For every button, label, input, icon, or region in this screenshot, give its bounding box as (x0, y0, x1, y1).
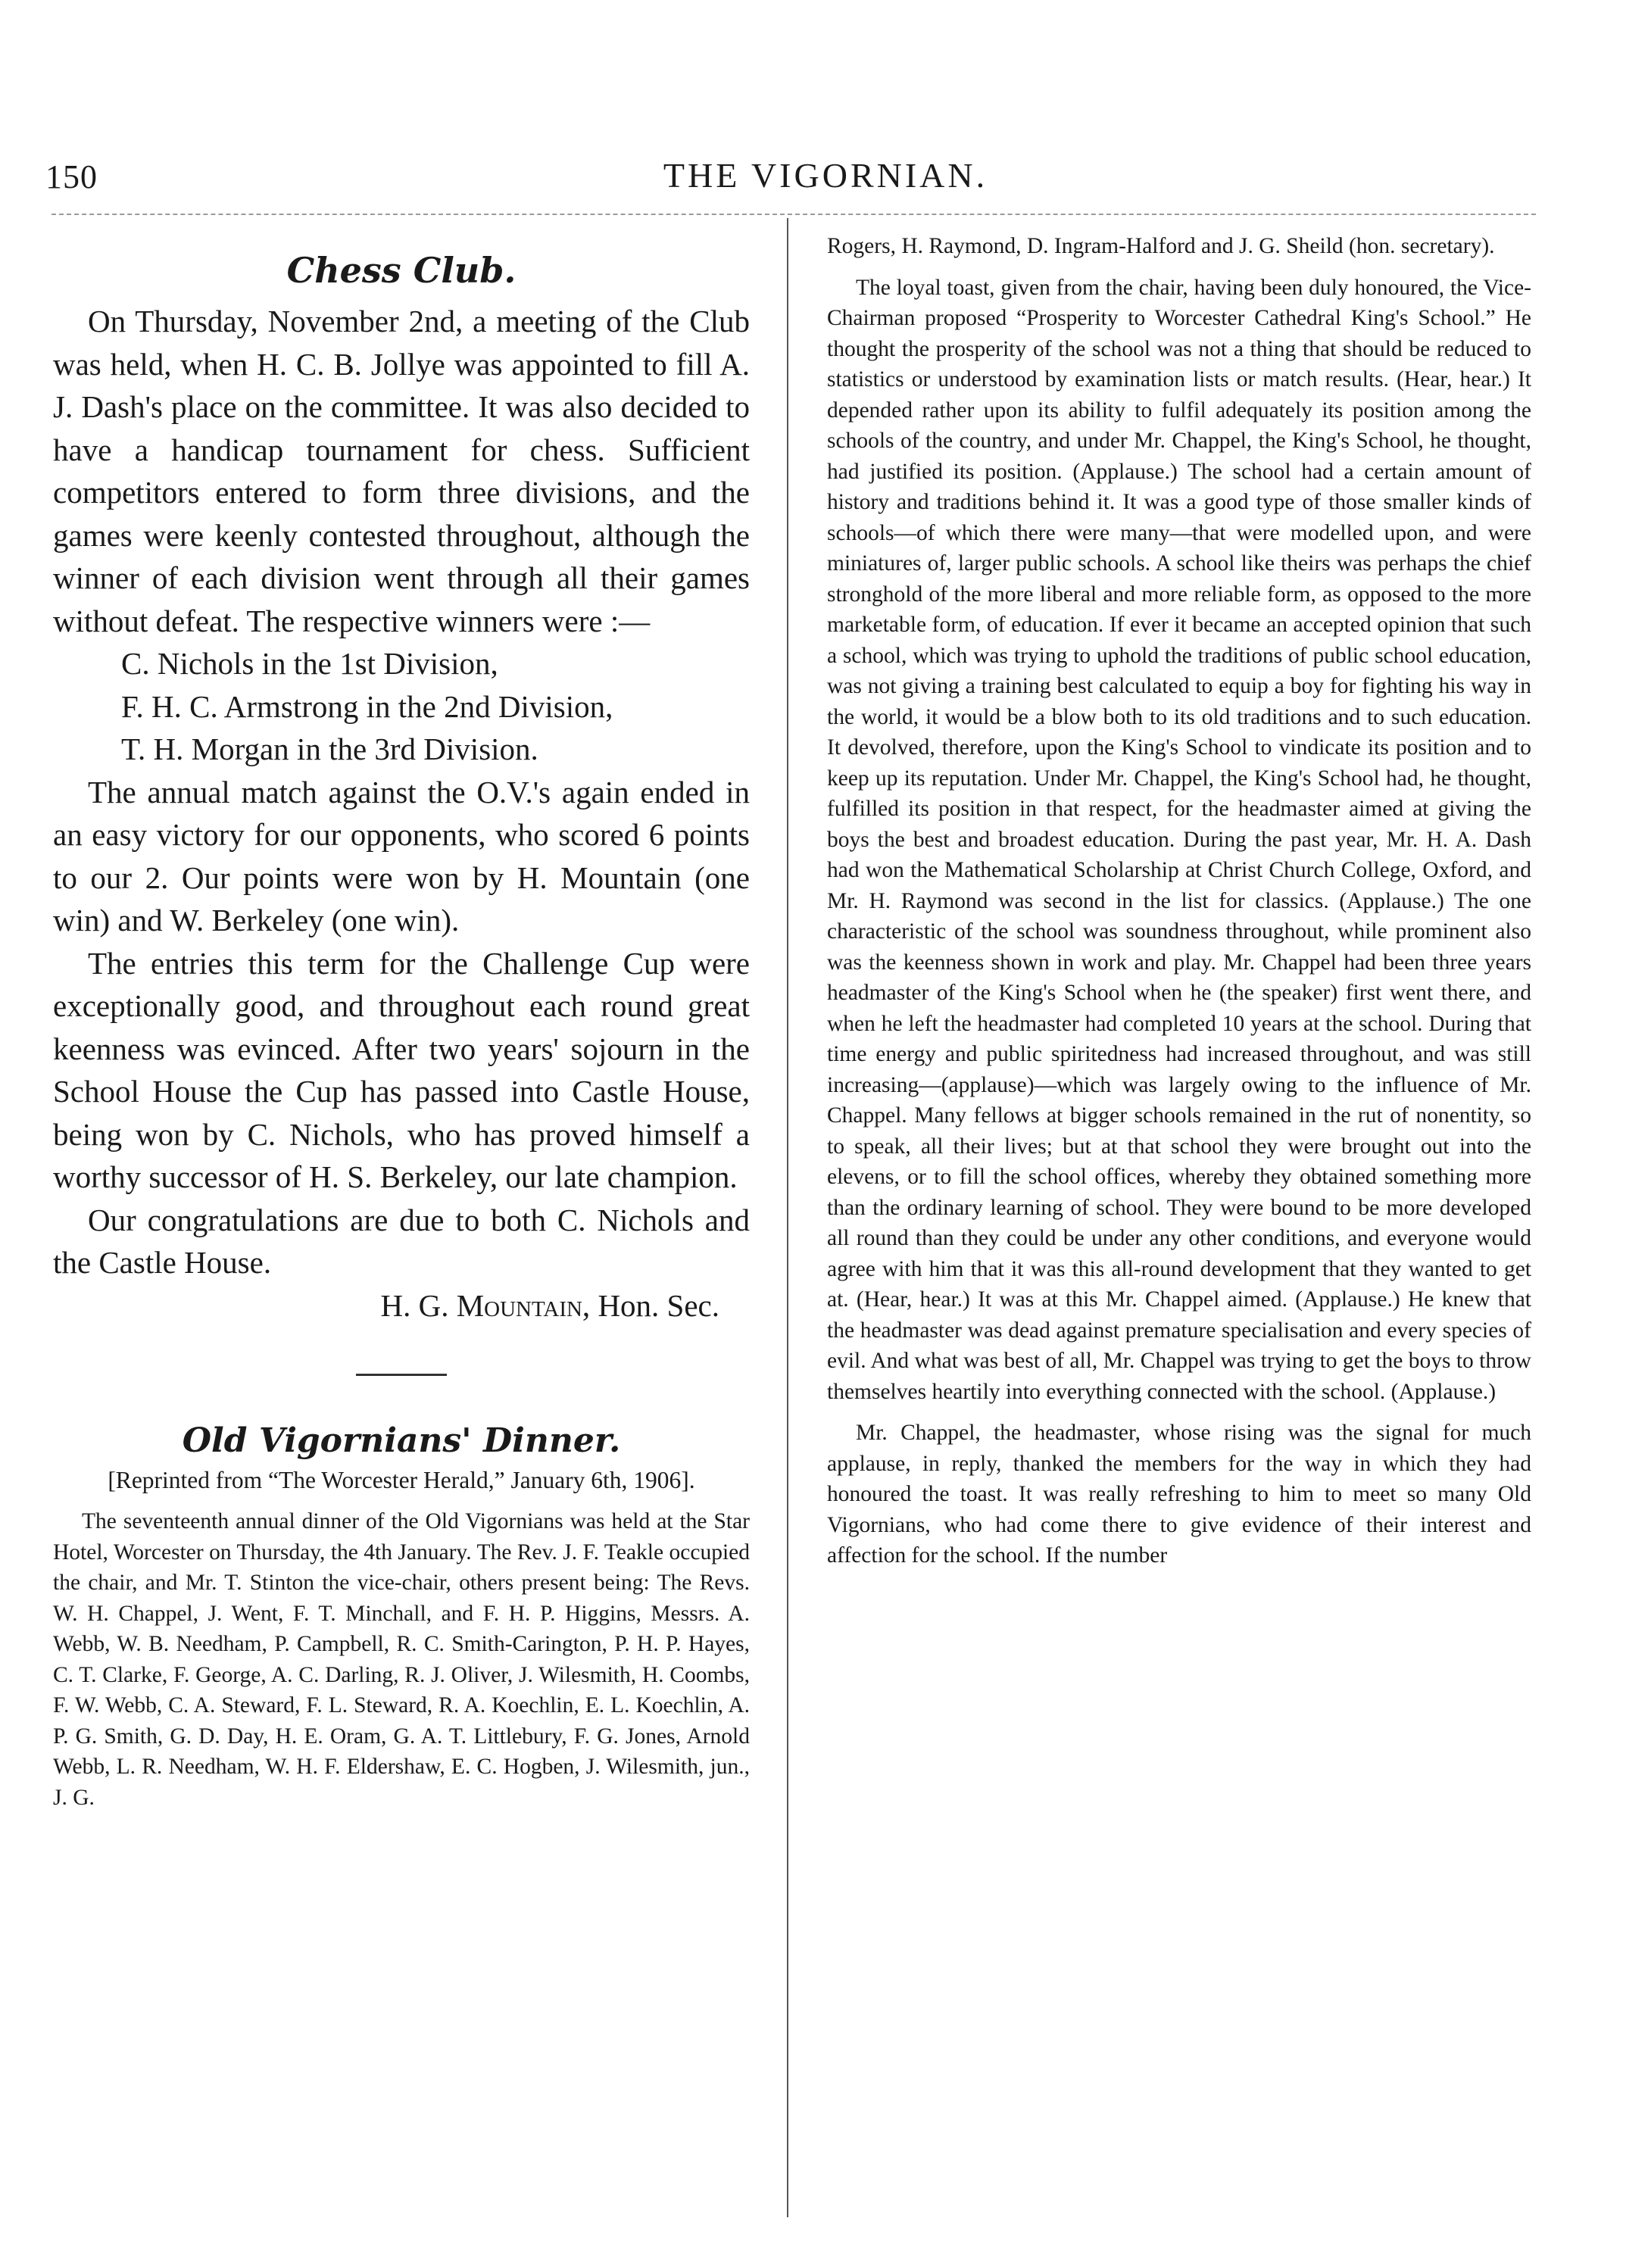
page-number: 150 (45, 158, 98, 195)
reprint-note: [Reprinted from “The Worcester Herald,” January 6th, 1906]. (108, 1467, 695, 1493)
chess-club-heading: Chess Club. (286, 250, 517, 291)
running-title: THE VIGORNIAN. (663, 156, 988, 195)
chess-paragraph-1: On Thursday, November 2nd, a meeting of the Club was held, when H. C. B. Jollye was appointed to fill A. J. Dash's place on the committee. It was also decided to have a handicap tournament for chess. Sufficient competitors entered to form three divisions, and the games were keenly contested throughout, although the winner of each division went through all their games without defeat. The respective winners were :— (53, 304, 750, 638)
signature-title: Hon. Sec. (598, 1287, 719, 1323)
dinner-paragraph-1-continued: Rogers, H. Raymond, D. Ingram-Halford and J. G. Sheild (hon. secretary). (827, 234, 1495, 258)
chess-paragraph-2: The annual match against the O.V.'s again ended in an easy victory for our opponents, who scored 6 points to our 2. Our points were won by H. Mountain (one win) and W. Berkeley (one win). (53, 774, 750, 937)
dinner-paragraph-3: Mr. Chappel, the headmaster, whose rising was the signal for much applause, in reply, thanked the members for the way in which they had honoured the toast. It was really refreshing to him to meet so many Old Vigornians, who had come there to give evidence of their interest and affection for the school. If the number (827, 1421, 1531, 1568)
header-divider (51, 214, 1536, 215)
section-divider (356, 1374, 447, 1376)
left-column (53, 250, 750, 1813)
right-column (827, 231, 1531, 1571)
dinner-paragraph-1: The seventeenth annual dinner of the Old Vigornians was held at the Star Hotel, Worcester on Thursday, the 4th January. The Rev. J. F. Teakle occupied the chair, and Mr. T. Stinton the vice-chair, others present being: The Revs. W. H. Chappel, J. Went, F. T. Minchall, and F. H. P. Higgins, Messrs. A. Webb, W. B. Needham, P. Campbell, R. C. Smith-Carington, P. H. P. Hayes, C. T. Clarke, F. George, A. C. Darling, R. J. Oliver, J. Wilesmith, H. Coombs, F. W. Webb, C. A. Steward, F. L. Steward, R. A. Koechlin, E. L. Koechlin, A. P. G. Smith, G. D. Day, H. E. Oram, G. A. T. Littlebury, F. G. Jones, Arnold Webb, L. R. Needham, W. H. F. Eldershaw, E. C. Hogben, J. Wilesmith, jun., J. G. (53, 1509, 750, 1810)
chess-signature (53, 1284, 750, 1327)
dinner-paragraph-2: The loyal toast, given from the chair, having been duly honoured, the Vice-Chairman proposed “Prosperity to Worcester Cathedral King's School.” He thought the prosperity of the school was not a thing that should be reduced to statistics or understood by examination lists or match results. (Hear, hear.) It depended rather upon its ability to fulfil adequately its position among the schools of the country, and under Mr. Chappel, the King's School, he thought, had justified its position. (Applause.) The school had a certain amount of history and traditions behind it. It was a good type of those smaller kinds of schools—of which there were many—that were modelled upon, and were miniatures of, larger public schools. A school like theirs was perhaps the chief stronghold of the more liberal and more reliable form, as opposed to the more marketable form, of education. If ever it became an accepted opinion that such a school, which was trying to uphold the traditions of public school education, was not giving a training best calculated to equip a boy for fighting his way in the world, it would be a blow both to its old traditions and to such education. It devolved, therefore, upon the King's School to vindicate its position and to keep up its reputation. Under Mr. Chappel, the King's School had, he thought, fulfilled its position in that respect, for the headmaster aimed at giving the boys the best and broadest education. During the past year, Mr. H. A. Dash had won the Mathematical Scholarship at Christ Church College, Oxford, and Mr. H. Raymond was second in the list for classics. (Applause.) The one characteristic of the school was soundness throughout, while prominent also was the keenness shown in work and play. Mr. Chappel had been three years headmaster of the King's School when he (the speaker) first went there, and when he left the headmaster had completed 10 years at the school. During that time energy and public spiritedness had increased throughout, and was still increasing—(applause)—which was largely owing to the influence of Mr. Chappel. Many fellows at bigger schools remained in the rut of nonentity, so to speak, all their lives; but at that school they were brought out into the elevens, or to fill the school offices, whereby they obtained something more than the ordinary learning of school. They were bound to be more developed all round than they could be under any other conditions, and everyone would agree with him that it was this all-round development that they wanted to get at. (Hear, hear.) It was at this Mr. Chappel aimed. (Applause.) He knew that the headmaster was dead against premature specialisation and every species of evil. And what was best of all, Mr. Chappel was trying to get the boys to throw themselves heartily into everything connected with the school. (Applause.) (827, 275, 1531, 1404)
signature-name: H. G. Mountain, (380, 1287, 591, 1323)
winner-line-2: F. H. C. Armstrong in the 2nd Division, (121, 688, 613, 724)
winner-line-1: C. Nichols in the 1st Division, (121, 646, 498, 681)
chess-paragraph-3: The entries this term for the Challenge Cup were exceptionally good, and throughout each round great keenness was evinced. After two years' sojourn in the School House the Cup has passed into Castle House, being won by C. Nichols, who has proved himself a worthy successor of H. S. Berkeley, our late champion. (53, 945, 750, 1194)
dinner-heading: Old Vigornians' Dinner. (182, 1421, 621, 1460)
winner-line-3: T. H. Morgan in the 3rd Division. (121, 732, 538, 766)
chess-paragraph-4: Our congratulations are due to both C. Nichols and the Castle House. (53, 1202, 750, 1280)
column-divider (787, 218, 788, 2217)
